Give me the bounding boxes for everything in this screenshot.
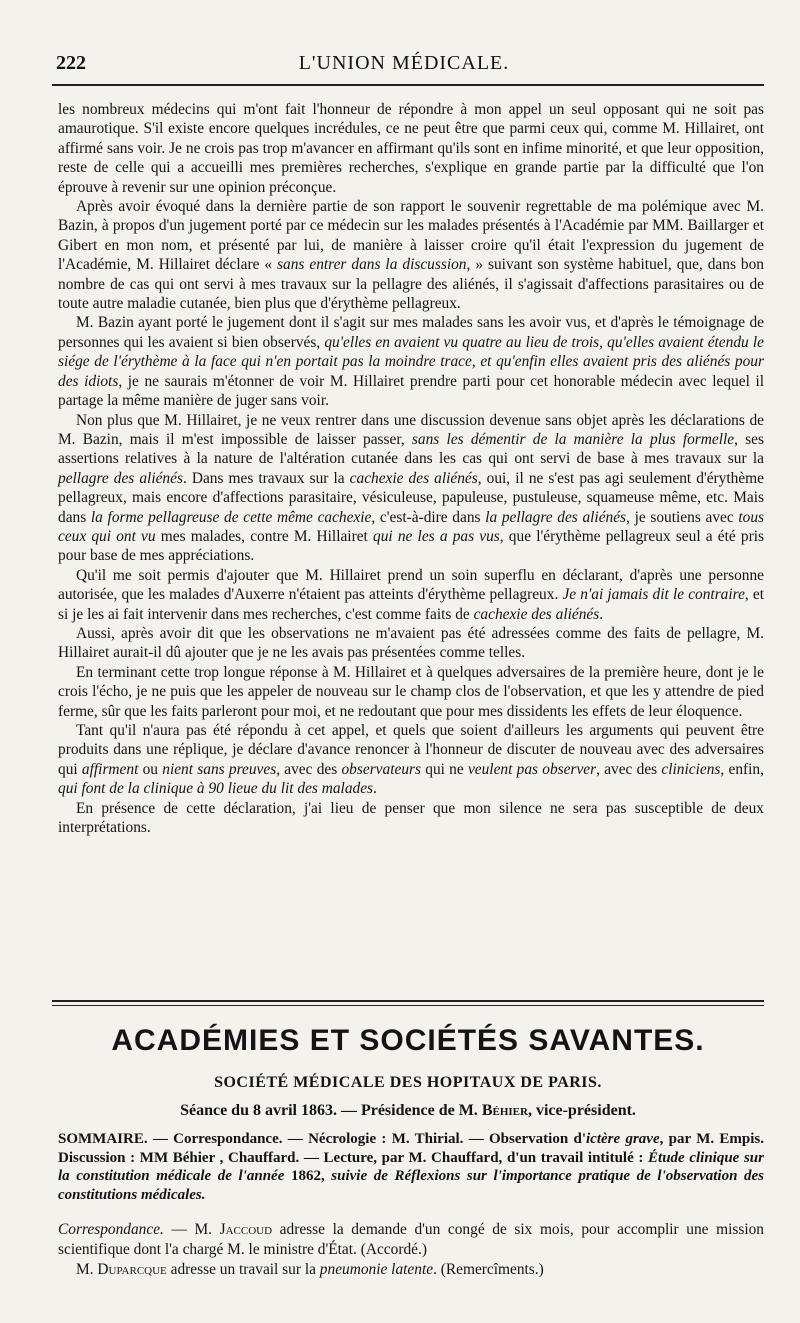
italic-run: sans les démentir de la manière la plus formelle (411, 430, 735, 448)
text-run: , je ne saurais m'étonner de voir M. Hillairet prendre parti pour cet honorable médecin avec lequel il partage la même manière de juger sans voir. (58, 372, 764, 410)
correspondence-section (58, 1220, 764, 1280)
italic-run: la forme pellagreuse de cette même cachexie (90, 508, 372, 526)
text-run: adresse un travail sur la (166, 1261, 320, 1278)
italic-run: nient sans preuves (162, 760, 277, 778)
text-run: — M. (163, 1221, 220, 1238)
italic-run: observateurs (341, 760, 421, 778)
text-run: , avec des (276, 760, 342, 778)
paragraph-8 (58, 721, 764, 799)
text-run: Qu'il me soit permis d'ajouter que M. Hillairet prend un soin superflu en déclarant, d'après une personne autorisée, que les malades d'Auxerre n'étaient pas atteints d'érythème pellagreux. (58, 566, 764, 604)
italic-run: suivie de Réflexions sur l'importance pratique de l'observation des constitutions médicales. (58, 1168, 765, 1203)
italic-run: cachexie des aliénés (349, 469, 478, 487)
italic-run: pneumonie latente (319, 1261, 434, 1278)
italic-run: cachexie des aliénés (473, 605, 600, 623)
text-run: , vice-président. (527, 1102, 636, 1119)
paragraph-7: En terminant cette trop longue réponse à M. Hillairet et à quelques adversaires de la première heure, dont je le crois l'écho, je ne puis que les appeler de nouveau sur le champ clos de l'observation, et que les y attendre de pied ferme, sûr que les faits parleront pour moi, et ne redoutant que pour mes dissidents les effets de leur éloquence. (58, 663, 764, 720)
text-run: Séance du 8 avril 1863. — Présidence de M. (180, 1102, 482, 1119)
paragraph-9: En présence de cette déclaration, j'ai lieu de penser que mon silence ne sera pas susceptible de deux interprétations. (58, 799, 764, 837)
text-run: , je soutiens avec (626, 508, 739, 526)
text-run: M. (76, 1261, 98, 1278)
paragraph-2 (58, 197, 764, 313)
italic-run: affirment (81, 760, 139, 778)
text-run: mes malades, contre M. Hillairet (155, 527, 373, 545)
summary (58, 1130, 764, 1204)
text-run: Tant qu'il n'aura pas été répondu à cet appel, et quels que soient d'ailleurs les arguments qui peuvent être produits dans une réplique, je déclare d'avance renoncer à l'honneur de discuter de nouveau avec des adversaires qui (58, 722, 764, 778)
italic-run: cliniciens (661, 760, 721, 778)
president-name: Béhier (481, 1102, 528, 1119)
italic-run: Correspondance. (58, 1221, 164, 1238)
paragraph-1: les nombreux médecins qui m'ont fait l'honneur de répondre à mon appel un seul opposant qui ne soit pas amaurotique. S'il existe encore quelques incrédules, ce ne peut être que parmi ceux qui, comme M. Hillairet, ont affirmé sans voir. Je ne crois pas trop m'avancer en affirmant qu'ils sont en infime minorité, et que leur opposition, reste de celle qui a accueilli mes premières recherches, s'explique en grande partie par la difficulté que l'on éprouve à revenir sur une opinion préconçue. (58, 101, 764, 196)
text-run: . (Remercîments.) (433, 1261, 544, 1278)
paragraph-6: Aussi, après avoir dit que les observations ne m'avaient pas été adressées comme des faits de pellagre, M. Hillairet aurait-il dû ajouter que je ne les avais pas présentées comme telles. (58, 624, 764, 662)
text-run: , enfin, (720, 760, 764, 778)
article-body (58, 100, 764, 837)
text-run: , et si je les ai fait intervenir dans mes recherches, c'est comme faits de (58, 586, 765, 623)
correspondence-paragraph-1 (58, 1220, 764, 1260)
text-run: , ses assertions relatives à la nature de l'altération cutanée dans les cas qui ont servi de base à mes travaux sur la (58, 430, 764, 468)
page-number: 222 (56, 52, 86, 74)
text-run: , que l'érythème pellagreux seul a été pris pour base de mes appréciations. (58, 527, 765, 565)
text-run: . (373, 780, 377, 798)
header-rule (52, 84, 764, 86)
text-run: , avec des (596, 760, 662, 778)
running-head (44, 52, 764, 82)
italic-run: pellagre des aliénés (58, 469, 183, 487)
italic-run: ictère grave (586, 1131, 660, 1147)
italic-run: Je n'ai jamais dit le contraire (562, 586, 745, 604)
italic-run: qui ne les a pas vus (373, 527, 500, 545)
correspondence-paragraph-2 (58, 1260, 764, 1280)
text-run: , par M. Empis. Discussion : MM Béhier , Chauffard. — Lecture, par M. Chauffard, d'un travail intitulé : (58, 1131, 764, 1166)
italic-run: veulent pas observer (467, 760, 597, 778)
section-divider (52, 1000, 764, 1006)
italic-run: Étude clinique sur la constitution médicale de l'année (58, 1149, 764, 1184)
text-run: ou (138, 760, 163, 778)
text-run: SOMMAIRE. — Correspondance. — Nécrologie : M. Thirial. — Observation d' (58, 1131, 586, 1147)
text-run: . (599, 605, 604, 623)
text-run: , » suivant son système habituel, que, dans bon nombre de cas qui ont servi à mes travaux sur la pellagre des aliénés, il s'agissait d'affections parasitaires ou de toute autre maladie cutanée, bien plus que d'érythème pellagreux. (58, 256, 765, 313)
paragraph-3 (58, 313, 764, 410)
session-line (52, 1102, 764, 1120)
text-run: adresse la demande d'un congé de six mois, pour accomplir une mission scientifique dont l'a chargé M. le ministre d'État. (Accordé.) (58, 1221, 765, 1258)
journal-title: L'UNION MÉDICALE. (298, 52, 510, 74)
paragraph-5 (58, 566, 764, 624)
person-name: Duparcque (97, 1261, 167, 1278)
paragraph-4 (58, 411, 764, 566)
text-run: Non plus que M. Hillairet, je ne veux rentrer dans une discussion devenue sans objet après les déclarations de M. Bazin, mais il m'est impossible de laisser passer, (58, 411, 764, 448)
text-run: . Dans mes travaux sur la (182, 469, 350, 487)
person-name: Jaccoud (219, 1221, 273, 1238)
text-run: M. Bazin ayant porté le jugement dont il s'agit sur mes malades sans les avoir vus, et d'après le témoignage de personnes qui les avaient si bien observés, (58, 314, 764, 351)
italic-run: qu'elles en avaient vu quatre au lieu de trois, qu'elles avaient étendu le siége de l'érythème à la face qui n'en portait pas la moindre trace, et qu'enfin elles avaient pris des aliénés pour des idiots (58, 333, 764, 390)
text-run: , oui, il ne s'est pas agi seulement d'érythème pellagreux, mais encore d'affections parasitaire, vésiculeuse, papuleuse, pustuleuse, squameuse même, etc. Mais dans (58, 469, 764, 526)
italic-run: qui font de la clinique à 90 lieue du lit des malades (58, 780, 374, 798)
italic-run: la pellagre des aliénés (485, 508, 627, 526)
italic-run: sans entrer dans la discussion (277, 256, 467, 274)
text-run: 1862, (284, 1168, 332, 1184)
section-title: ACADÉMIES ET SOCIÉTÉS SAVANTES. (111, 1024, 705, 1057)
text-run: Après avoir évoqué dans la dernière partie de son rapport le souvenir regrettable de ma polémique avec M. Bazin, à propos d'un jugement porté par ce médecin sur les malades présentés à l'Académie par MM. Baillarger et Gibert en mon nom, et présenté par lui, de manière à laisser croire qu'il était l'expression du jugement de l'Académie, M. Hillairet déclare « (58, 198, 764, 274)
italic-run: tous ceux qui ont vu (58, 508, 765, 545)
society-heading: SOCIÉTÉ MÉDICALE DES HOPITAUX DE PARIS. (214, 1074, 602, 1091)
text-run: qui ne (421, 760, 468, 778)
text-run: , c'est-à-dire dans (371, 508, 486, 526)
